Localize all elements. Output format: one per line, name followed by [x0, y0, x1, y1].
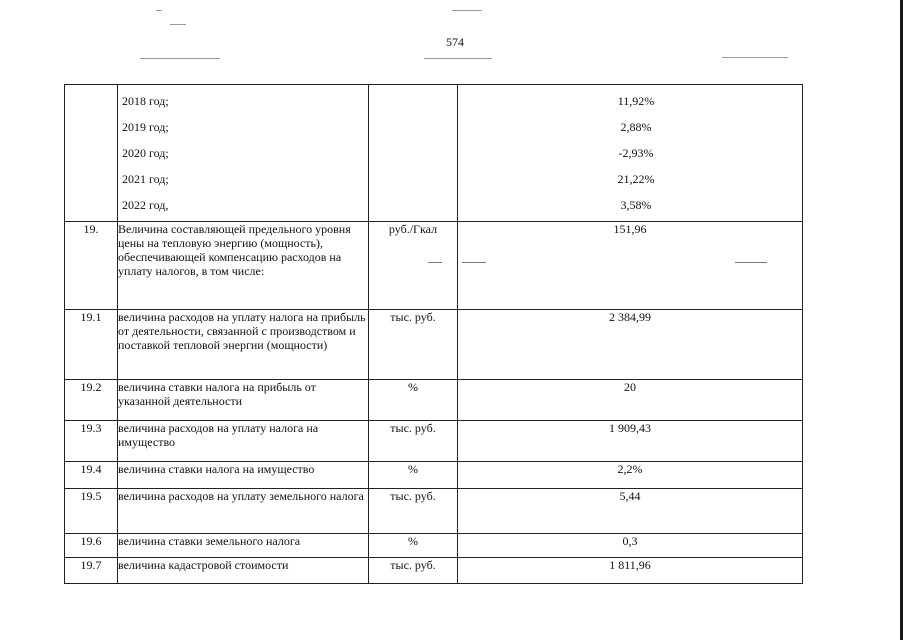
year-value: -2,93%: [618, 146, 654, 160]
year-value: 21,22%: [617, 172, 655, 186]
scan-artifact: [722, 57, 788, 58]
row-number: 19.: [65, 222, 118, 310]
row-value: 2,2%: [458, 462, 803, 489]
year-label: 2020 год;: [122, 146, 169, 160]
scan-artifact: [452, 10, 482, 11]
table-row: [65, 310, 803, 380]
row-parameter: величина расходов на уплату налога на прибыль от деятельности, связанной с производством и поставкой тепловой энергии (мощности): [118, 310, 369, 380]
table-row: [65, 421, 803, 462]
year-label: 2018 год;: [122, 94, 169, 108]
row-number: 19.7: [65, 558, 118, 584]
year-label: 2019 год;: [122, 120, 169, 134]
row-unit: тыс. руб.: [369, 489, 458, 534]
row-parameter: величина расходов на уплату земельного налога: [118, 489, 369, 534]
cell-years: [118, 85, 369, 222]
row-parameter: величина ставки земельного налога: [118, 534, 369, 558]
row-value: 1 811,96: [458, 558, 803, 584]
row-number: 19.2: [65, 380, 118, 421]
row-number: 19.4: [65, 462, 118, 489]
row-parameter: величина расходов на уплату налога на имущество: [118, 421, 369, 462]
table-row: [65, 462, 803, 489]
table-row: [65, 489, 803, 534]
row-unit: %: [369, 380, 458, 421]
row-value: 2 384,99: [458, 310, 803, 380]
row-unit: тыс. руб.: [369, 558, 458, 584]
year-label: 2021 год;: [122, 172, 169, 186]
cell-num: [65, 85, 118, 222]
row-unit: тыс. руб.: [369, 421, 458, 462]
row-value: 1 909,43: [458, 421, 803, 462]
row-value: 0,3: [458, 534, 803, 558]
row-number: 19.3: [65, 421, 118, 462]
cell-year-values: [458, 85, 803, 222]
row-number: 19.1: [65, 310, 118, 380]
scan-artifact: [140, 58, 220, 59]
year-value: 11,92%: [617, 94, 655, 108]
row-parameter: величина ставки налога на имущество: [118, 462, 369, 489]
row-value: 20: [458, 380, 803, 421]
row-unit: %: [369, 534, 458, 558]
row-unit: %: [369, 462, 458, 489]
year-label: 2022 год,: [122, 198, 169, 212]
table-row-years: [65, 85, 803, 222]
scan-artifact: [424, 58, 492, 59]
tariff-table: [64, 84, 803, 584]
table-row: [65, 534, 803, 558]
row-unit: руб./Гкал: [369, 222, 458, 310]
row-value: 151,96: [458, 222, 803, 310]
row-parameter: Величина составляющей предельного уровня цены на тепловую энергию (мощность), обеспечивающей компенсацию расходов на уплату налогов, в том числе:: [118, 222, 369, 310]
row-value: 5,44: [458, 489, 803, 534]
year-value: 3,58%: [620, 198, 652, 212]
row-number: 19.5: [65, 489, 118, 534]
scan-edge: [900, 0, 903, 640]
cell-unit: [369, 85, 458, 222]
table-row: [65, 558, 803, 584]
row-parameter: величина кадастровой стоимости: [118, 558, 369, 584]
row-unit: тыс. руб.: [369, 310, 458, 380]
scan-artifact: [170, 24, 186, 25]
table-row: [65, 222, 803, 310]
page-number: 574: [446, 35, 464, 49]
row-number: 19.6: [65, 534, 118, 558]
table-row: [65, 380, 803, 421]
row-parameter: величина ставки налога на прибыль от указанной деятельности: [118, 380, 369, 421]
year-value: 2,88%: [620, 120, 652, 134]
scan-artifact: [156, 10, 162, 11]
